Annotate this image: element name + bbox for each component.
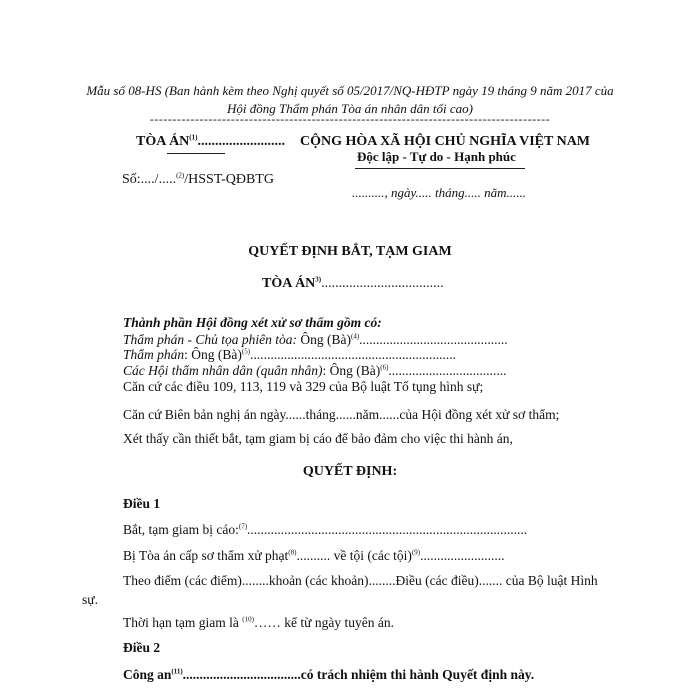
decision-heading: QUYẾT ĐỊNH: [302, 464, 398, 479]
document-number: Số:..../.....$^{(2)}$/HSST-QĐBTG [122, 171, 274, 187]
police-line: Công $an^{(11)}...................................có$ trách nhiệm thi hành Quyết định này. [123, 667, 535, 682]
court-label: TÒA ÁN [136, 134, 190, 149]
court-heading: TÒA ÁN$^{3)}$................................... [262, 275, 444, 291]
court-name-line [136, 134, 285, 150]
article1-heading: Điều 1 [123, 496, 161, 511]
article2-heading: Điều 2 [123, 640, 161, 655]
nation-title: CỘNG HÒA XÃ HỘI CHỦ NGHĨA VIỆT NAM [300, 134, 591, 149]
form-reference-line1: Mẫu số 08-HS (Ban hành kèm theo Nghị quyết số 05/2017/NQ-HĐTP ngày 19 tháng 9 năm 2017 của [86, 83, 614, 98]
legal-basis-articles: Căn cứ các điều 109, 113, 119 và 329 của Bộ luật Tố tụng hình sự; [123, 379, 484, 394]
motto-underline [355, 168, 525, 169]
court-footnote: (1) [189, 133, 198, 142]
national-motto: Độc lập - Tự do - Hạnh phúc [357, 149, 516, 164]
date-line: .........., ngày..... tháng..... năm...... [352, 185, 527, 200]
judge-line: Thẩm phán: Ông (Bà)$^{(5)}$............................................................. [123, 347, 456, 362]
clause-line: Theo điểm (các điểm)........khoản (các khoản)........Điều (các điều)....... của Bộ luật Hình [123, 573, 598, 588]
sentence-line: Bị Tòa án cấp sơ thẩm xử phạt$^{(8)}$.......... về tội (các tội)$^{(9)}$......................... [123, 548, 505, 563]
clause-line-continued: sự. [82, 592, 98, 607]
legal-basis-minutes: Căn cứ Biên bản nghị án ngày......tháng......năm......của Hội đồng xét xử sơ thẩm; [123, 407, 560, 422]
defendant-line: Bắt, tạm giam bị cáo:$^{(7)}$................................................................................... [123, 522, 528, 537]
presiding-judge-line: Thẩm phán - Chủ tọa phiên tòa: Ông (Bà)$^{(4)}$............................................ [123, 332, 508, 347]
detention-term-line: Thời hạn tạm giam là $^{(10)}$…… kể từ ngày tuyên án. [123, 615, 394, 630]
consideration-line: Xét thấy cần thiết bắt, tạm giam bị cáo để bảo đảm cho việc thi hành án, [123, 431, 513, 446]
court-underline [167, 153, 225, 154]
jurors-line: Các Hội thẩm nhân dân (quân nhân): Ông (Bà)$^{(6)}$................................... [123, 363, 507, 378]
form-reference-line2: Hội đồng Thẩm phán Tòa án nhân dân tối cao) [227, 101, 473, 116]
court-fill: ......................... [197, 134, 285, 149]
document-title: QUYẾT ĐỊNH BẮT, TẠM GIAM [248, 244, 452, 259]
header-separator: ----------------------------------------------------------------------------------------- [149, 113, 551, 126]
panel-heading: Thành phần Hội đồng xét xử sơ thẩm gồm có: [123, 315, 382, 330]
